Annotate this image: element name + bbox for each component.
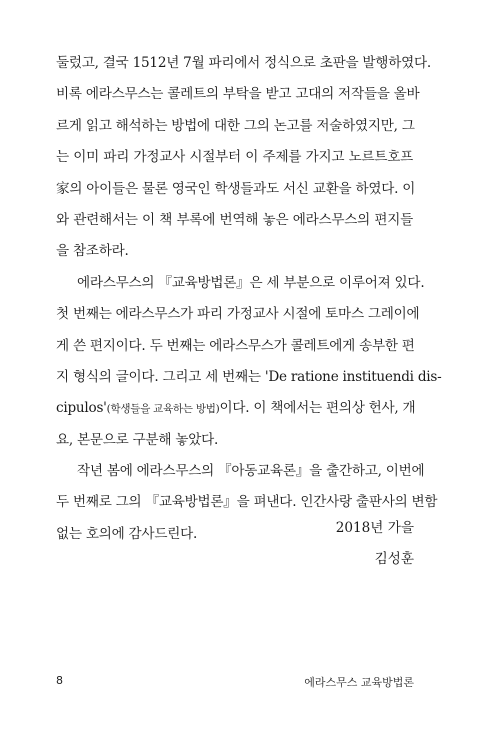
page-number: 8 xyxy=(56,674,63,687)
text-line xyxy=(56,393,416,424)
text-line: 르게 읽고 해석하는 방법에 대한 그의 논고를 저술하였지만, 그 xyxy=(56,117,415,134)
text-line: 요, 본문으로 구분해 놓았다. xyxy=(56,431,219,448)
signature-date: 2018년 가을 xyxy=(335,520,414,536)
text-line: 두 번째로 그의 『교육방법론』을 펴낸다. 인간사랑 출판사의 변함 xyxy=(56,494,438,511)
signature-author: 김성훈 xyxy=(374,551,414,567)
text-line: 작년 봄에 에라스무스의 『아동교육론』을 출간하고, 이번에 xyxy=(77,463,425,480)
text-line: 에라스무스의 『교육방법론』은 세 부분으로 이루어져 있다. xyxy=(77,274,425,291)
body-text xyxy=(56,48,442,550)
text-line: 는 이미 파리 가정교사 시절부터 이 주제를 가지고 노르트호프 xyxy=(56,149,413,166)
text-line: 와 관련해서는 이 책 부록에 번역해 놓은 에라스무스의 편지들 xyxy=(56,211,413,228)
text-line: 게 쓴 편지이다. 두 번째는 에라스무스가 콜레트에게 송부한 편 xyxy=(56,337,415,354)
latin-title-end: cipulos' xyxy=(56,400,107,417)
title-translation: (학생들을 교육하는 방법) xyxy=(106,403,220,416)
text-line: 비록 에라스무스는 콜레트의 부탁을 받고 고대의 저작들을 올바 xyxy=(56,86,420,103)
text-line: 지 형식의 글이다. 그리고 세 번째는 'De ratione instituendi dis- xyxy=(56,368,442,385)
text-line: 없는 호의에 감사드린다. xyxy=(56,525,198,542)
text-line: 둘렀고, 결국 1512년 7월 파리에서 정식으로 초판을 발행하였다. xyxy=(56,55,431,71)
text-line: 첫 번째는 에라스무스가 파리 가정교사 시절에 토마스 그레이에 xyxy=(56,306,420,323)
text-line: 家의 아이들은 물론 영국인 학생들과도 서신 교환을 하였다. 이 xyxy=(56,180,416,197)
text-fragment: 이다. 이 책에서는 편의상 헌사, 개 xyxy=(219,400,416,417)
running-title: 에라스무스 교육방법론 xyxy=(304,676,414,689)
text-line: 을 참조하라. xyxy=(56,243,129,260)
